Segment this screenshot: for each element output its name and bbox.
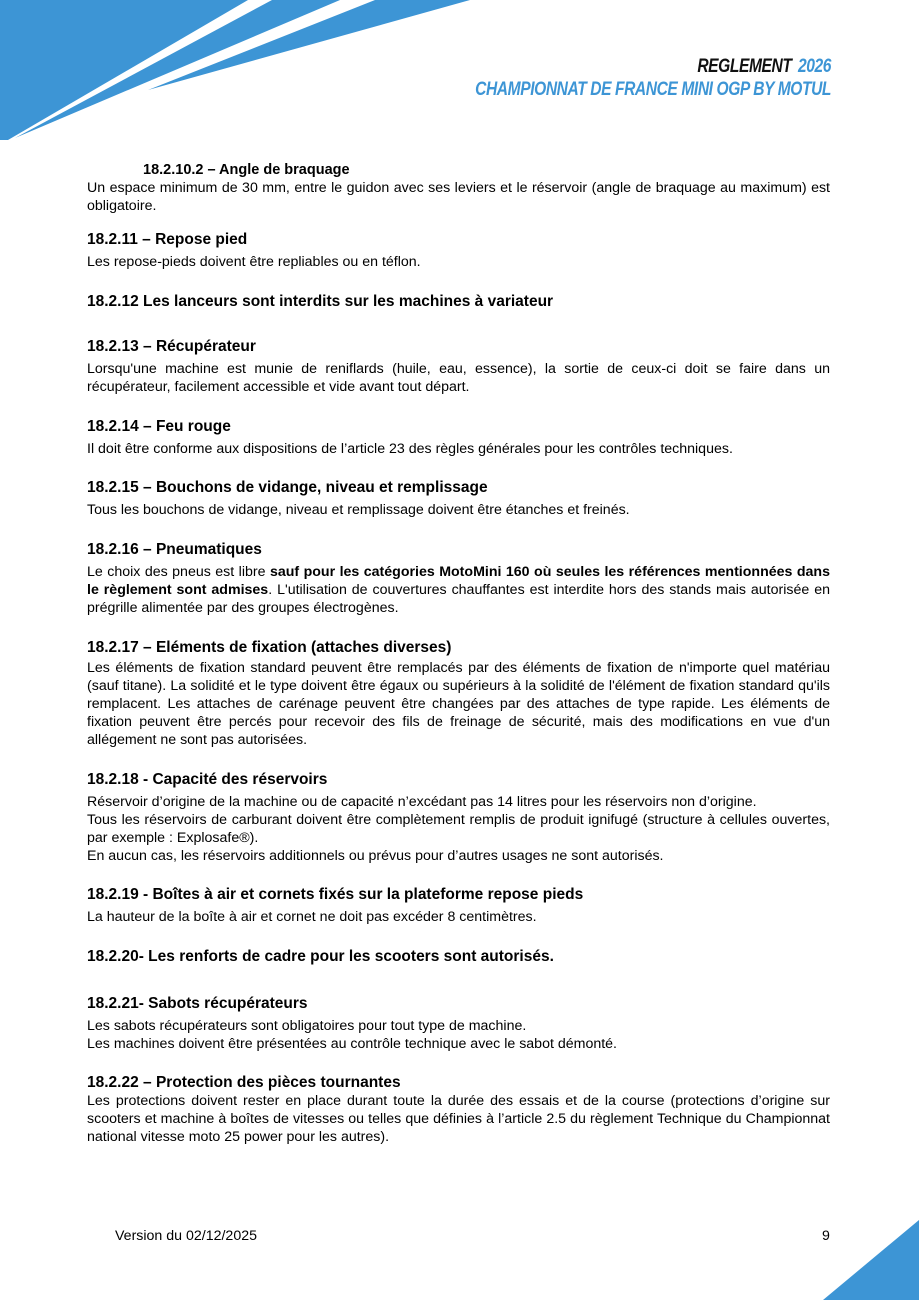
section-18-2-17 [87, 639, 830, 749]
document-header [475, 56, 831, 102]
section-paragraph: Les repose-pieds doivent être repliables ou en téflon. [87, 254, 421, 270]
section-paragraph: La hauteur de la boîte à air et cornet ne doit pas excéder 8 centimètres. [87, 909, 537, 925]
emphasis: sauf pour les catégories MotoMini 160 où seules les références mentionnées dans le règlement sont admises [87, 564, 830, 598]
section-heading: 18.2.15 – Bouchons de vidange, niveau et remplissage [87, 479, 488, 496]
section-heading: 18.2.21- Sabots récupérateurs [87, 995, 308, 1012]
section-heading: 18.2.11 – Repose pied [87, 231, 248, 248]
section-heading: 18.2.17 – Eléments de fixation (attaches diverses) [87, 639, 452, 656]
section-paragraph: Les protections doivent rester en place durant toute la durée des essais et de la course (protections d’origine sur scooters et machine à boîtes de vitesses ou telles que définies à l’article 2.5 du règlement Technique du Championnat national vitesse moto 25 power pour les autres). [87, 1093, 830, 1145]
section-paragraph: Réservoir d’origine de la machine ou de capacité n’excédant pas 14 litres pour les réservoirs non d’origine. [87, 794, 757, 810]
section-paragraph: Il doit être conforme aux dispositions de l’article 23 des règles générales pour les contrôles techniques. [87, 441, 733, 457]
section-heading: 18.2.19 - Boîtes à air et cornets fixés sur la plateforme repose pieds [87, 886, 584, 903]
header-year: 2026 [797, 56, 831, 77]
section-heading: 18.2.12 Les lanceurs sont interdits sur les machines à variateur [87, 293, 554, 310]
section-heading: 18.2.14 – Feu rouge [87, 418, 231, 435]
section-18-2-10-2 [87, 161, 830, 215]
section-18-2-14 [87, 418, 830, 458]
section-18-2-20 [87, 948, 830, 966]
section-18-2-18 [87, 771, 830, 865]
section-paragraph: Le choix des pneus est libre sauf pour les catégories MotoMini 160 où seules les références mentionnées dans le règlement sont admises. L'utilisation de couvertures chauffantes est interdite hors des stands mais autorisée en prégrille alimentée par des groupes électrogènes. [87, 564, 830, 616]
section-paragraph: Les sabots récupérateurs sont obligatoires pour tout type de machine. [87, 1018, 527, 1034]
section-18-2-13 [87, 338, 830, 396]
section-heading: 18.2.22 – Protection des pièces tournantes [87, 1074, 401, 1091]
section-18-2-19 [87, 886, 830, 926]
section-paragraph: En aucun cas, les réservoirs additionnels ou prévus pour d’autres usages ne sont autorisés. [87, 848, 664, 864]
section-heading: 18.2.10.2 – Angle de braquage [143, 162, 350, 178]
section-paragraph: Tous les bouchons de vidange, niveau et remplissage doivent être étanches et freinés. [87, 502, 630, 518]
section-paragraph: Les éléments de fixation standard peuvent être remplacés par des éléments de fixation de n'importe quel matériau (sauf titane). La solidité et le type doivent être égaux ou supérieurs à la solidité de l'élément de fixation standard qu'ils remplacent. Les attaches de carénage peuvent être changées par des attaches de type rapide. Les éléments de fixation peuvent être percés pour recevoir des fils de freinage de sécurité, mais des modifications en vue d'un allégement ne sont pas autorisées. [87, 660, 830, 748]
section-paragraph: Tous les réservoirs de carburant doivent être complètement remplis de produit ignifugé (structure à cellules ouvertes, par exemple : Explosafe®). [87, 812, 830, 846]
section-heading: 18.2.18 - Capacité des réservoirs [87, 771, 328, 788]
section-paragraph: Un espace minimum de 30 mm, entre le guidon avec ses leviers et le réservoir (angle de braquage au maximum) est obligatoire. [87, 180, 830, 214]
corner-triangle [823, 1220, 919, 1300]
section-18-2-22 [87, 1074, 830, 1146]
section-heading: 18.2.13 – Récupérateur [87, 338, 256, 355]
footer-version: Version du 02/12/2025 [115, 1228, 257, 1244]
header-title: REGLEMENT [697, 56, 792, 77]
section-paragraph: Lorsqu'une machine est munie de reniflards (huile, eau, essence), la sortie de ceux-ci doit se faire dans un récupérateur, facilement accessible et vide avant tout départ. [87, 361, 830, 395]
header-stripes-decoration [0, 0, 480, 150]
section-heading: 18.2.16 – Pneumatiques [87, 541, 262, 558]
section-heading: 18.2.20- Les renforts de cadre pour les scooters sont autorisés. [87, 948, 554, 965]
footer-corner-decoration [819, 1220, 919, 1300]
page-number: 9 [822, 1228, 830, 1244]
section-18-2-11 [87, 231, 830, 271]
section-18-2-12 [87, 293, 830, 311]
section-18-2-16 [87, 541, 830, 617]
header-subtitle: CHAMPIONNAT DE FRANCE MINI OGP BY MOTUL [475, 79, 831, 100]
section-paragraph: Les machines doivent être présentées au contrôle technique avec le sabot démonté. [87, 1036, 618, 1052]
section-18-2-15 [87, 479, 830, 519]
section-18-2-21 [87, 995, 830, 1053]
